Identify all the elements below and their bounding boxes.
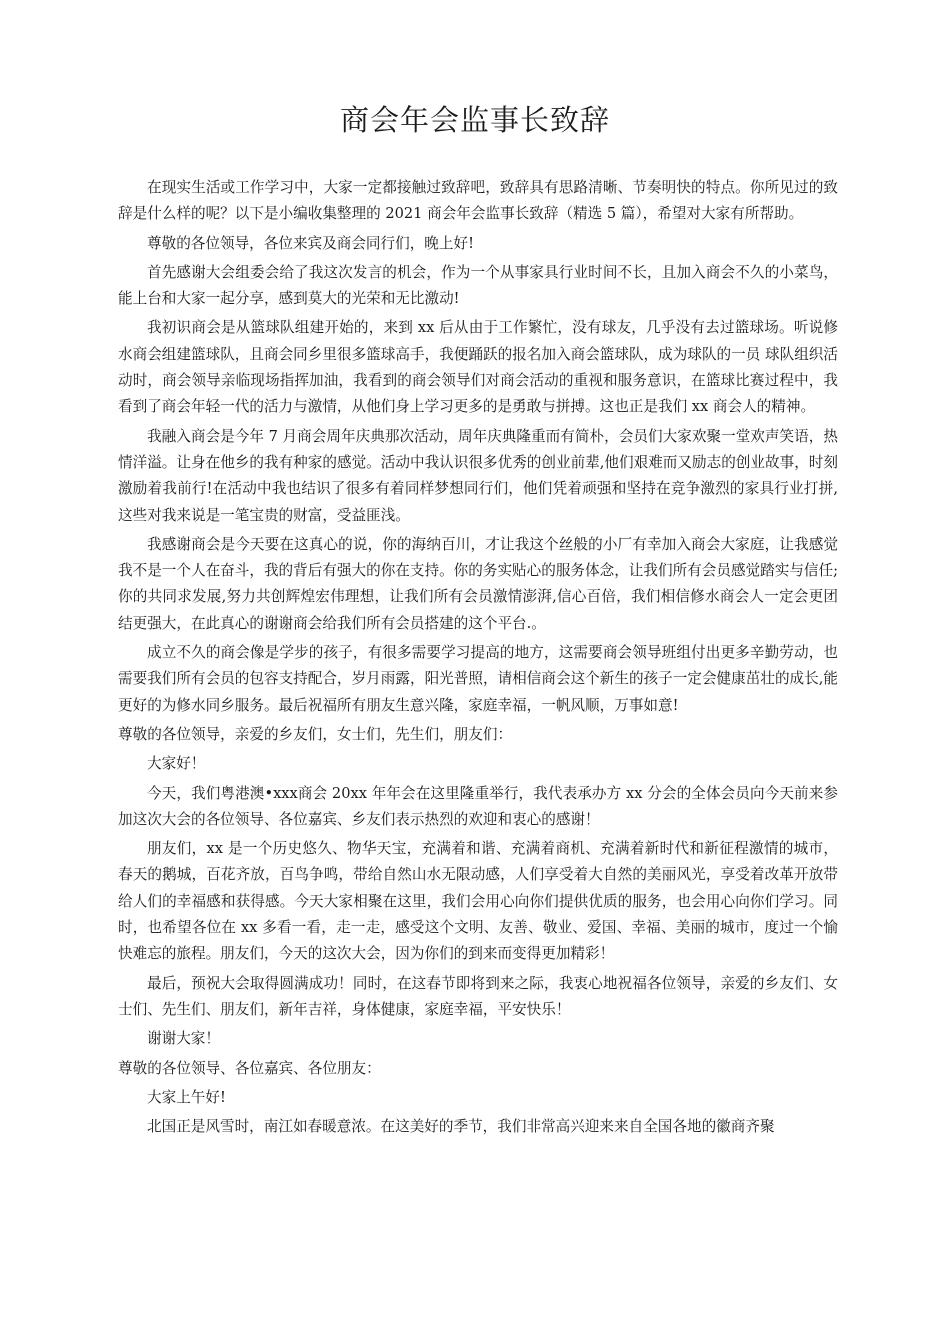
paragraph: 北国正是风雪时，南江如春暖意浓。在这美好的季节，我们非常高兴迎来来自全国各地的徽商齐聚 — [147, 1118, 775, 1136]
paragraph: 朋友们，xx 是一个历史悠久、物华天宝，充满着和谐、充满着商机、充满着新时代和新征程激情的城市，春天的鹅城，百花齐放，百鸟争鸣，带给自然山水无限动感，人们享受着大自然的美丽风光，享受着改革开放带给人们的幸福感和获得感。今天大家相聚在这里，我们会用心向你们提供优质的服务，也会用心向你们学习。同时，也希望各位在 xx 多看一看，走一走，感受这个文明、友善、敬业、爱国、幸福、美丽的城市，度过一个愉快难忘的旅程。朋友们，今天的这次大会，因为你们的到来而变得更加精彩！ — [118, 840, 838, 963]
paragraph: 谢谢大家！ — [147, 1030, 220, 1048]
paragraph: 尊敬的各位领导，各位来宾及商会同行们，晚上好! — [147, 234, 474, 252]
paragraph: 我初识商会是从篮球队组建开始的，来到 xx 后从由于工作繁忙，没有球友，几乎没有去过篮球场。听说修水商会组建篮球队，且商会同乡里很多篮球高手，我便踊跃的报名加入商会篮球队，成为球队的一员 球队组织活动时，商会领导亲临现场指挥加油，我看到的商会领导们对商会活动的重视和服务意识，在篮球比赛过程中，我看到了商会年轻一代的活力与激情，从他们身上学习更多的是勇敢与拼搏。这也正是我们 xx 商会人的精神。 — [118, 319, 838, 416]
paragraph: 首先感谢大会组委会给了我这次发言的机会，作为一个从事家具行业时间不长，且加入商会不久的小菜鸟，能上台和大家一起分享，感到莫大的光荣和无比激动! — [118, 263, 838, 308]
paragraph: 在现实生活或工作学习中，大家一定都接触过致辞吧，致辞具有思路清晰、节奏明快的特点。你所见过的致辞是什么样的呢？以下是小编收集整理的 2021 商会年会监事长致辞（精选 5 篇），希望对大家有所帮助。 — [118, 179, 838, 223]
salutation: 尊敬的各位领导，亲爱的乡友们，女士们，先生们，朋友们： — [118, 725, 513, 743]
document-body — [118, 175, 838, 1143]
document-title: 商会年会监事长致辞 — [339, 103, 610, 137]
paragraph: 成立不久的商会像是学步的孩子，有很多需要学习提高的地方，这需要商会领导班组付出更多辛勤劳动，也需要我们所有会员的包容支持配合，岁月雨露，阳光普照，请相信商会这个新生的孩子一定会健康茁壮的成长,能更好的为修水同乡服务。最后祝福所有朋友生意兴隆，家庭幸福，一帆风顺，万事如意! — [118, 644, 838, 714]
paragraph: 我感谢商会是今天要在这真心的说，你的海纳百川，才让我这个丝般的小厂有幸加入商会大家庭，让我感觉我不是一个人在奋斗，我的背后有强大的你在支持。你的务实贴心的服务体念，让我们所有会员感觉踏实与信任;你的共同求发展,努力共创辉煌宏伟理想，让我们所有会员激情澎湃,信心百倍，我们相信修水商会人一定会更团结更强大，在此真心的谢谢商会给我们所有会员搭建的这个平台.。 — [118, 535, 839, 632]
paragraph: 今天，我们粤港澳•xxx商会 20xx 年年会在这里隆重举行，我代表承办方 xx 分会的全体会员向今天前来参加这次大会的各位领导、各位嘉宾、乡友们表示热烈的欢迎和衷心的感谢！ — [118, 784, 838, 828]
paragraph: 我融入商会是今年 7 月商会周年庆典那次活动，周年庆典隆重而有简朴，会员们大家欢聚一堂欢声笑语，热情洋溢。让身在他乡的我有种家的感觉。活动中我认识很多优秀的创业前辈,他们艰难而又励志的创业故事，时刻激励着我前行!在活动中我也结识了很多有着同样梦想同行们，他们凭着顽强和坚持在竞争激烈的家具行业打拼,这些对我来说是一笔宝贵的财富，受益匪浅。 — [118, 427, 838, 524]
paragraph: 最后，预祝大会取得圆满成功！同时，在这春节即将到来之际，我衷心地祝福各位领导，亲爱的乡友们、女士们、先生们、朋友们，新年吉祥，身体健康，家庭幸福，平安快乐！ — [118, 974, 838, 1018]
salutation: 尊敬的各位领导、各位嘉宾、各位朋友： — [118, 1059, 381, 1077]
paragraph: 大家好！ — [147, 755, 206, 773]
paragraph: 大家上午好! — [147, 1088, 226, 1106]
